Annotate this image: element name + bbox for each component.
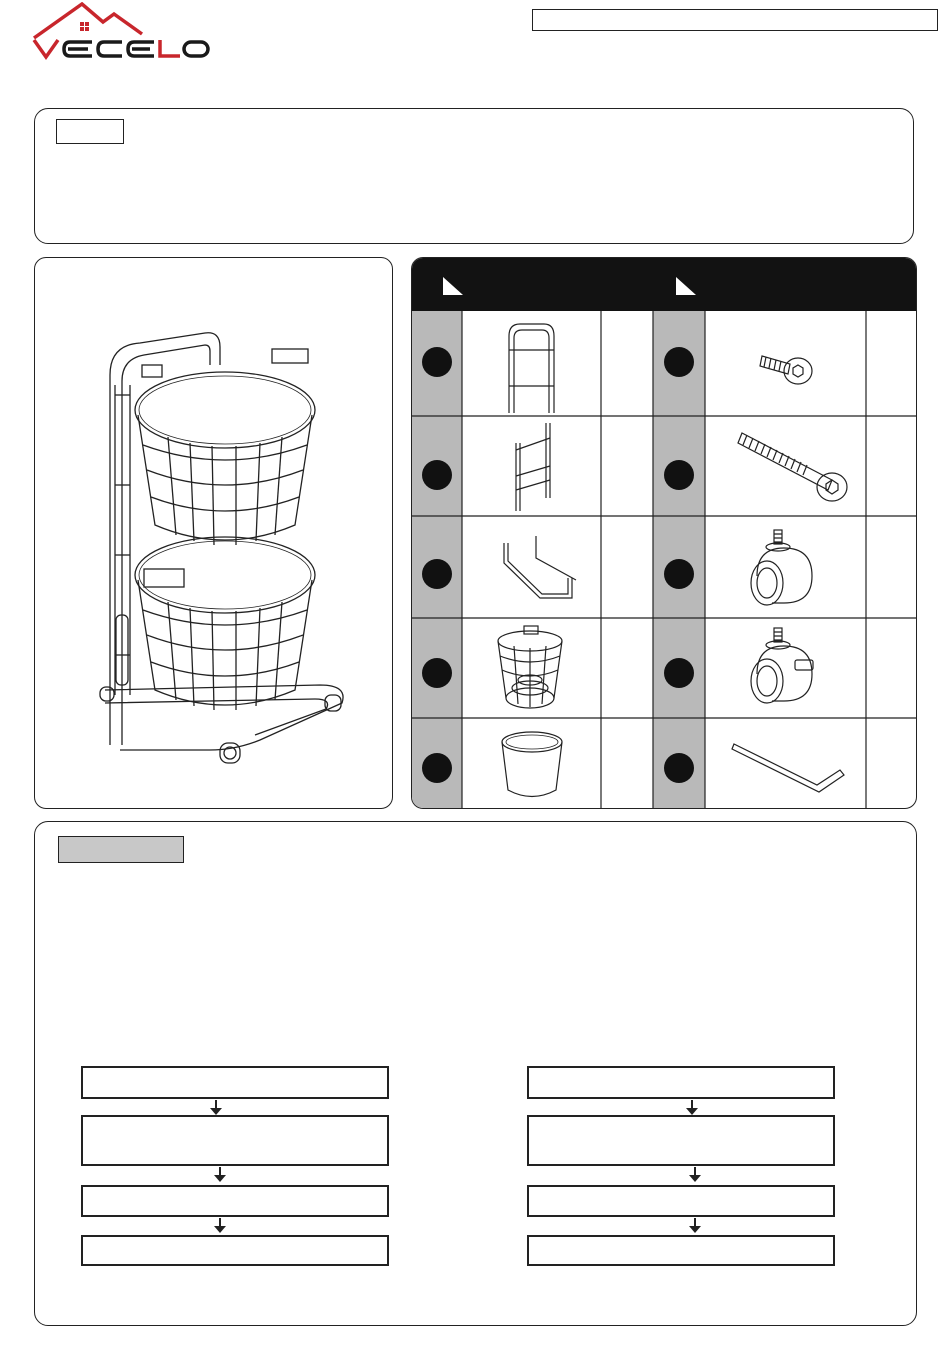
caster-wheel-icon <box>751 530 812 605</box>
part-marker-3 <box>422 559 452 589</box>
long-bolt-icon <box>738 433 847 501</box>
flow-step-left-4 <box>81 1235 389 1266</box>
part-marker-2 <box>422 460 452 490</box>
part-marker-1 <box>422 347 452 377</box>
arrow-down-icon <box>209 1100 223 1116</box>
flow-step-right-4 <box>527 1235 835 1266</box>
part-marker-7 <box>664 460 694 490</box>
u-leg-icon <box>504 536 576 598</box>
flow-step-left-1 <box>81 1066 389 1099</box>
notice-label-box <box>56 119 124 144</box>
laundry-basket-cart-illustration <box>60 325 370 765</box>
short-bolt-icon <box>760 356 812 384</box>
part-marker-6 <box>664 347 694 377</box>
arrow-down-icon <box>213 1218 227 1234</box>
model-number-box <box>532 9 938 31</box>
basket-liner-icon <box>502 732 562 797</box>
part-marker-10 <box>664 753 694 783</box>
parts-list-panel <box>411 257 917 809</box>
locking-caster-wheel-icon <box>751 628 813 703</box>
flow-step-left-3 <box>81 1185 389 1217</box>
installation-label-box <box>58 836 184 863</box>
flow-step-right-2 <box>527 1115 835 1166</box>
flow-step-left-2 <box>81 1115 389 1166</box>
flow-step-right-3 <box>527 1185 835 1217</box>
part-marker-8 <box>664 559 694 589</box>
arrow-down-icon <box>688 1167 702 1183</box>
arrow-down-icon <box>688 1218 702 1234</box>
allen-key-icon <box>732 744 844 792</box>
part-marker-5 <box>422 753 452 783</box>
notice-panel <box>34 108 914 244</box>
part-marker-4 <box>422 658 452 688</box>
vecelo-logo <box>30 2 215 64</box>
flow-step-right-1 <box>527 1066 835 1099</box>
arrow-down-icon <box>685 1100 699 1116</box>
parts-grid <box>412 258 917 809</box>
arrow-down-icon <box>213 1167 227 1183</box>
wire-basket-icon <box>498 626 562 708</box>
side-bracket-icon <box>516 423 550 511</box>
u-frame-tall-icon <box>509 324 554 413</box>
part-marker-9 <box>664 658 694 688</box>
